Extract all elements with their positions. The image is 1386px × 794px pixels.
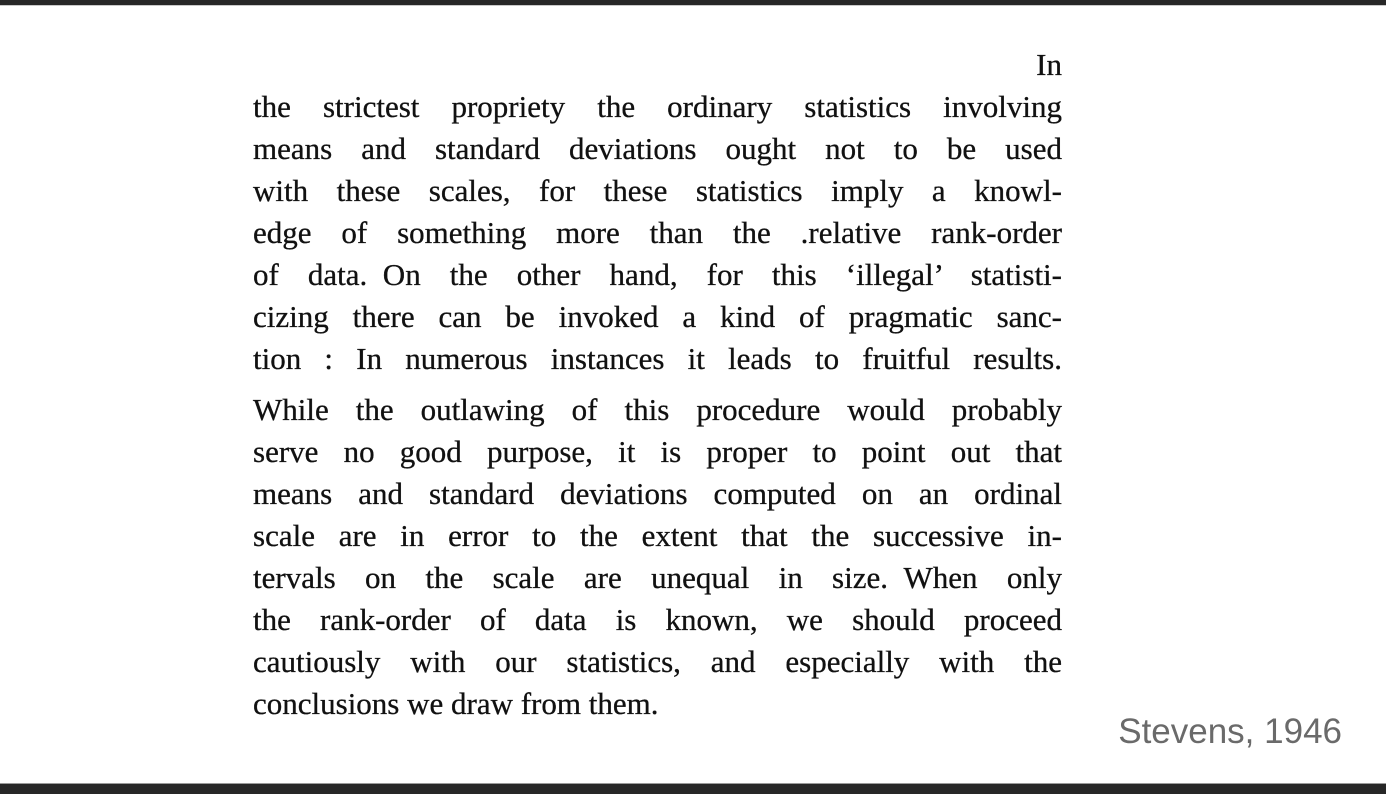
- text-line: In: [1036, 47, 1062, 82]
- text-line: conclusions we draw from them.: [253, 686, 659, 721]
- scanned-excerpt: [253, 44, 1062, 725]
- citation-label: Stevens, 1946: [1118, 712, 1342, 751]
- text-line: serve no good purpose, it is proper to point out that: [253, 434, 1062, 469]
- text-line: edge of something more than the .relative rank-order: [253, 215, 1062, 250]
- text-line: scale are in error to the extent that the successive in-: [253, 518, 1062, 553]
- text-line: cautiously with our statistics, and especially with the: [253, 644, 1062, 679]
- text-line: tervals on the scale are unequal in size. When only: [253, 560, 1062, 595]
- text-line: While the outlawing of this procedure would probably: [253, 392, 1062, 427]
- text-line: the rank-order of data is known, we should proceed: [253, 602, 1062, 637]
- text-line: tion : In numerous instances it leads to fruitful results.: [253, 341, 1062, 376]
- text-line: means and standard deviations computed on an ordinal: [253, 476, 1062, 511]
- text-line: means and standard deviations ought not to be used: [253, 131, 1062, 166]
- text-line: with these scales, for these statistics imply a knowl-: [253, 173, 1062, 208]
- text-line: of data. On the other hand, for this ‘illegal’ statisti-: [253, 257, 1062, 292]
- text-line: the strictest propriety the ordinary statistics involving: [253, 89, 1062, 124]
- top-border-bar: [0, 0, 1386, 6]
- text-line: cizing there can be invoked a kind of pragmatic sanc-: [253, 299, 1062, 334]
- bottom-border-bar: [0, 783, 1386, 794]
